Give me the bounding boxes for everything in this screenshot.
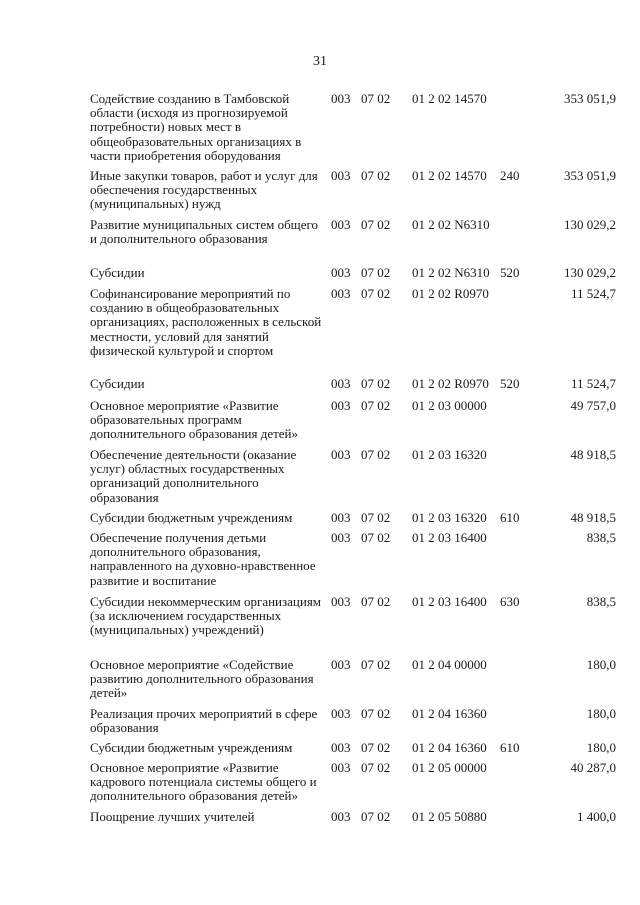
cell-amount: 838,5 [586,530,616,545]
cell-section: 07 02 [361,657,391,672]
cell-amount: 838,5 [586,594,616,609]
cell-name: Содействие созданию в Тамбовской области (исходя из прогнозируемой потребности) новых мест в общеобразовательных организациях в части приобретения оборудования [90,91,302,163]
cell-amount: 180,0 [586,657,616,672]
cell-target: 01 2 03 16320 [412,447,487,462]
cell-name: Поощрение лучших учителей [90,809,255,824]
cell-amount: 130 029,2 [564,217,616,232]
cell-section: 07 02 [361,265,391,280]
cell-target: 01 2 04 16360 [412,706,487,721]
cell-name: Субсидии бюджетным учреждениям [90,740,293,755]
cell-amount: 353 051,9 [564,91,616,106]
cell-name: Реализация прочих мероприятий в сфере образования [90,706,318,736]
cell-target: 01 2 02 N6310 [412,217,490,232]
cell-amount: 180,0 [586,706,616,721]
cell-exp: 240 [500,168,520,183]
cell-ministry: 003 [331,740,351,755]
cell-ministry: 003 [331,376,351,391]
cell-name: Субсидии [90,376,145,391]
cell-target: 01 2 02 N6310 [412,265,490,280]
cell-target: 01 2 02 R0970 [412,376,489,391]
cell-amount: 11 524,7 [570,286,616,301]
cell-ministry: 003 [331,398,351,413]
cell-ministry: 003 [331,809,351,824]
cell-name: Развитие муниципальных систем общего и дополнительного образования [90,217,318,247]
cell-ministry: 003 [331,91,351,106]
cell-section: 07 02 [361,168,391,183]
cell-name: Обеспечение получения детьми дополнительного образования, направленного на духовно-нравственное развитие и воспитание [90,530,316,588]
cell-ministry: 003 [331,510,351,525]
cell-amount: 48 918,5 [570,447,616,462]
cell-ministry: 003 [331,447,351,462]
cell-name: Основное мероприятие «Развитие образовательных программ дополнительного образования детей» [90,398,298,442]
cell-target: 01 2 02 14570 [412,91,487,106]
cell-name: Основное мероприятие «Содействие развитию дополнительного образования детей» [90,657,314,701]
cell-section: 07 02 [361,809,391,824]
cell-ministry: 003 [331,286,351,301]
cell-ministry: 003 [331,168,351,183]
cell-amount: 11 524,7 [570,376,616,391]
cell-section: 07 02 [361,447,391,462]
cell-target: 01 2 03 00000 [412,398,487,413]
cell-section: 07 02 [361,740,391,755]
cell-amount: 353 051,9 [564,168,616,183]
cell-exp: 610 [500,740,520,755]
cell-section: 07 02 [361,706,391,721]
cell-section: 07 02 [361,760,391,775]
cell-ministry: 003 [331,217,351,232]
cell-name: Субсидии некоммерческим организациям (за исключением государственных (муниципальных) учреждений) [90,594,322,638]
cell-amount: 48 918,5 [570,510,616,525]
cell-ministry: 003 [331,760,351,775]
cell-target: 01 2 03 16400 [412,530,487,545]
cell-target: 01 2 04 00000 [412,657,487,672]
cell-target: 01 2 04 16360 [412,740,487,755]
cell-section: 07 02 [361,510,391,525]
cell-name: Обеспечение деятельности (оказание услуг) областных государственных организаций дополнительного образования [90,447,297,505]
cell-section: 07 02 [361,91,391,106]
cell-exp: 520 [500,376,520,391]
cell-name: Иные закупки товаров, работ и услуг для обеспечения государственных (муниципальных) нужд [90,168,318,212]
cell-target: 01 2 03 16400 [412,594,487,609]
cell-amount: 49 757,0 [570,398,616,413]
cell-name: Основное мероприятие «Развитие кадрового потенциала системы общего и дополнительного образования детей» [90,760,317,804]
cell-ministry: 003 [331,265,351,280]
cell-section: 07 02 [361,530,391,545]
cell-exp: 520 [500,265,520,280]
cell-amount: 130 029,2 [564,265,616,280]
cell-amount: 1 400,0 [577,809,616,824]
cell-exp: 630 [500,594,520,609]
cell-target: 01 2 03 16320 [412,510,487,525]
page-number: 31 [313,54,327,69]
cell-target: 01 2 05 50880 [412,809,487,824]
cell-amount: 40 287,0 [570,760,616,775]
cell-section: 07 02 [361,286,391,301]
cell-ministry: 003 [331,530,351,545]
cell-name: Софинансирование мероприятий по созданию в общеобразовательных организациях, расположенных в сельской местности, условий для занятий физической культурой и спортом [90,286,322,358]
cell-target: 01 2 05 00000 [412,760,487,775]
cell-section: 07 02 [361,217,391,232]
cell-ministry: 003 [331,594,351,609]
cell-ministry: 003 [331,657,351,672]
cell-section: 07 02 [361,398,391,413]
cell-name: Субсидии бюджетным учреждениям [90,510,293,525]
cell-exp: 610 [500,510,520,525]
cell-name: Субсидии [90,265,145,280]
cell-target: 01 2 02 R0970 [412,286,489,301]
cell-amount: 180,0 [586,740,616,755]
cell-section: 07 02 [361,594,391,609]
cell-section: 07 02 [361,376,391,391]
cell-target: 01 2 02 14570 [412,168,487,183]
cell-ministry: 003 [331,706,351,721]
